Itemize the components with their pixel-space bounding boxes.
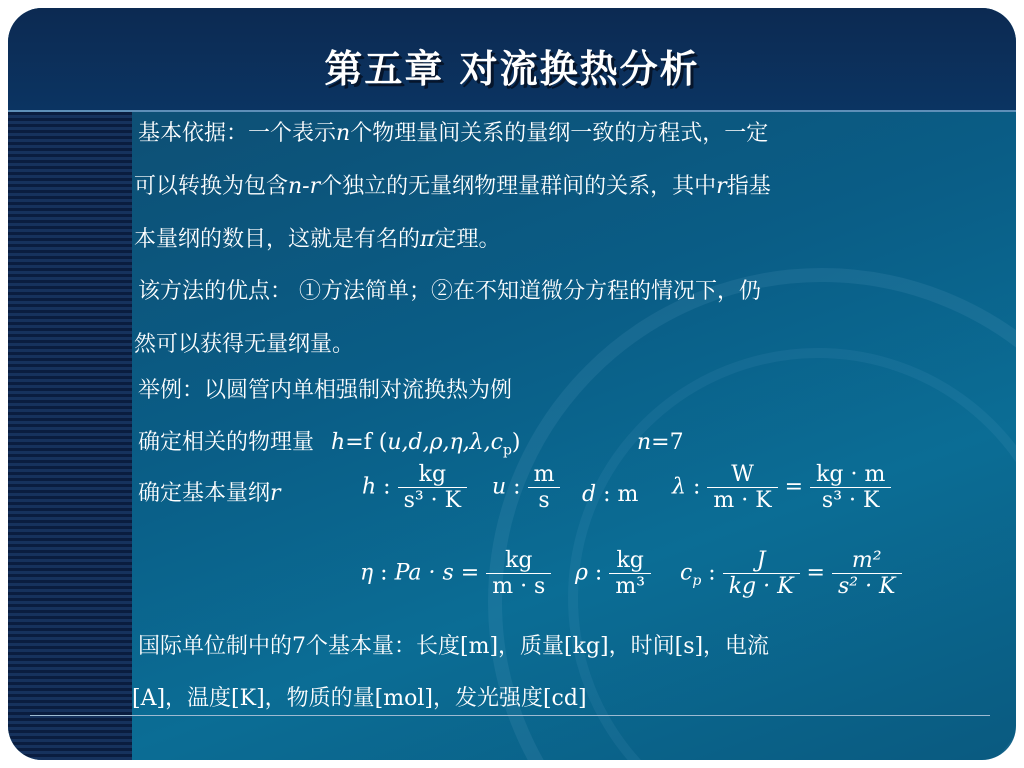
var: d: [582, 482, 597, 507]
text: 可以转换为包含: [134, 174, 289, 199]
denominator: s² · K: [832, 573, 902, 599]
denominator: kg · K: [723, 573, 800, 599]
subscript: p: [502, 442, 512, 459]
fraction: [810, 462, 891, 513]
text: 基本依据：一个表示: [138, 121, 337, 146]
denominator: s³ · K: [810, 487, 891, 513]
var: h: [362, 474, 377, 500]
text: 个物理量间关系的量纲一致的方程式，一定: [350, 121, 769, 146]
numerator: kg: [505, 548, 533, 573]
dim-rho: ρ : $\frac{kg}{\text{m³}}$: [575, 548, 651, 599]
var: c: [680, 560, 693, 586]
var-n-r: n-r: [288, 174, 321, 199]
text: 本量纲的数目，这就是有名的: [134, 227, 421, 252]
dim-lambda: λ : $\frac{W}{m \cdot K}$ = $\frac{kg \cdot m}{\text{s³ · K}}$: [672, 462, 891, 513]
text: 个独立的无量纲物理量群间的关系，其中: [320, 174, 717, 199]
dim-eta: η : Pa · s = $\frac{kg}{m \cdot s}$: [360, 548, 551, 599]
unit: Pa · s: [394, 560, 454, 586]
dim-cp: $c_p$ : $\frac{J}{kg \cdot K}$ = $\frac{\text{m²}}{\text{s² · K}}$: [680, 548, 902, 599]
basic-line: [138, 483, 281, 505]
footer-divider: [30, 715, 990, 716]
var: ρ: [575, 560, 588, 586]
fraction: [723, 548, 800, 599]
fraction: [707, 462, 777, 513]
para1-line2: [134, 176, 771, 198]
text: 指基: [726, 174, 771, 199]
numerator: W: [731, 462, 754, 487]
subscript: p: [692, 572, 702, 589]
numerator: kg: [418, 462, 447, 487]
dim-h: h : $\frac{kg}{\text{s³ · K}}$: [362, 462, 467, 513]
var-r: r: [716, 174, 727, 199]
text: 确定相关的物理量: [138, 430, 315, 455]
numerator: m²: [851, 548, 882, 573]
function-eq: [331, 430, 521, 459]
para1-line3: [134, 229, 501, 251]
numerator: m: [533, 462, 555, 487]
fraction: [486, 548, 551, 599]
var: u: [492, 474, 507, 500]
var: λ: [672, 474, 686, 500]
relevant-line: [138, 432, 521, 461]
fraction: [398, 462, 468, 513]
text: =7: [651, 430, 684, 455]
slide-title: 第五章 对流换热分析: [324, 46, 700, 91]
var-pi: π: [420, 227, 435, 252]
text: =f (: [345, 430, 388, 455]
var-list: u,d,ρ,η,λ,c: [387, 430, 503, 455]
fraction: [832, 548, 902, 599]
numerator: kg: [616, 548, 644, 573]
var: η: [360, 560, 374, 586]
si-line2: [A]，温度[K]，物质的量[mol]，发光强度[cd]: [132, 686, 587, 711]
denominator: m · K: [707, 487, 777, 513]
denominator: s: [528, 487, 561, 513]
text: 确定基本量纲: [138, 481, 271, 506]
si-line1: 国际单位制中的7个基本量：长度[m]，质量[kg]，时间[s]，电流: [138, 634, 770, 659]
text: ): [511, 430, 521, 455]
denominator: m · s: [486, 573, 551, 599]
var-h: h: [331, 430, 346, 455]
unit: m: [617, 482, 639, 507]
example-line: 举例：以圆管内单相强制对流换热为例: [138, 378, 513, 403]
fraction: [528, 462, 561, 513]
dim-d: d : m: [582, 482, 639, 507]
denominator: s³ · K: [398, 487, 468, 513]
var-r: r: [270, 481, 281, 506]
denominator: m³: [609, 573, 651, 599]
numerator: kg · m: [816, 462, 886, 487]
left-stripe: [8, 112, 132, 760]
var-n: n: [336, 121, 351, 146]
numerator: J: [756, 548, 766, 573]
title-bar: [8, 8, 1016, 112]
para1-line1: [138, 123, 768, 145]
para2-line2: 然可以获得无量纲量。: [134, 332, 355, 357]
var-n: n: [637, 430, 652, 455]
para2-line1: 该方法的优点： ①方法简单；②在不知道微分方程的情况下，仍: [138, 279, 761, 304]
dim-u: u : $\frac{m}{s}$: [492, 462, 560, 513]
text: 定理。: [434, 227, 501, 252]
count-eq: [637, 432, 684, 454]
fraction: [609, 548, 651, 599]
